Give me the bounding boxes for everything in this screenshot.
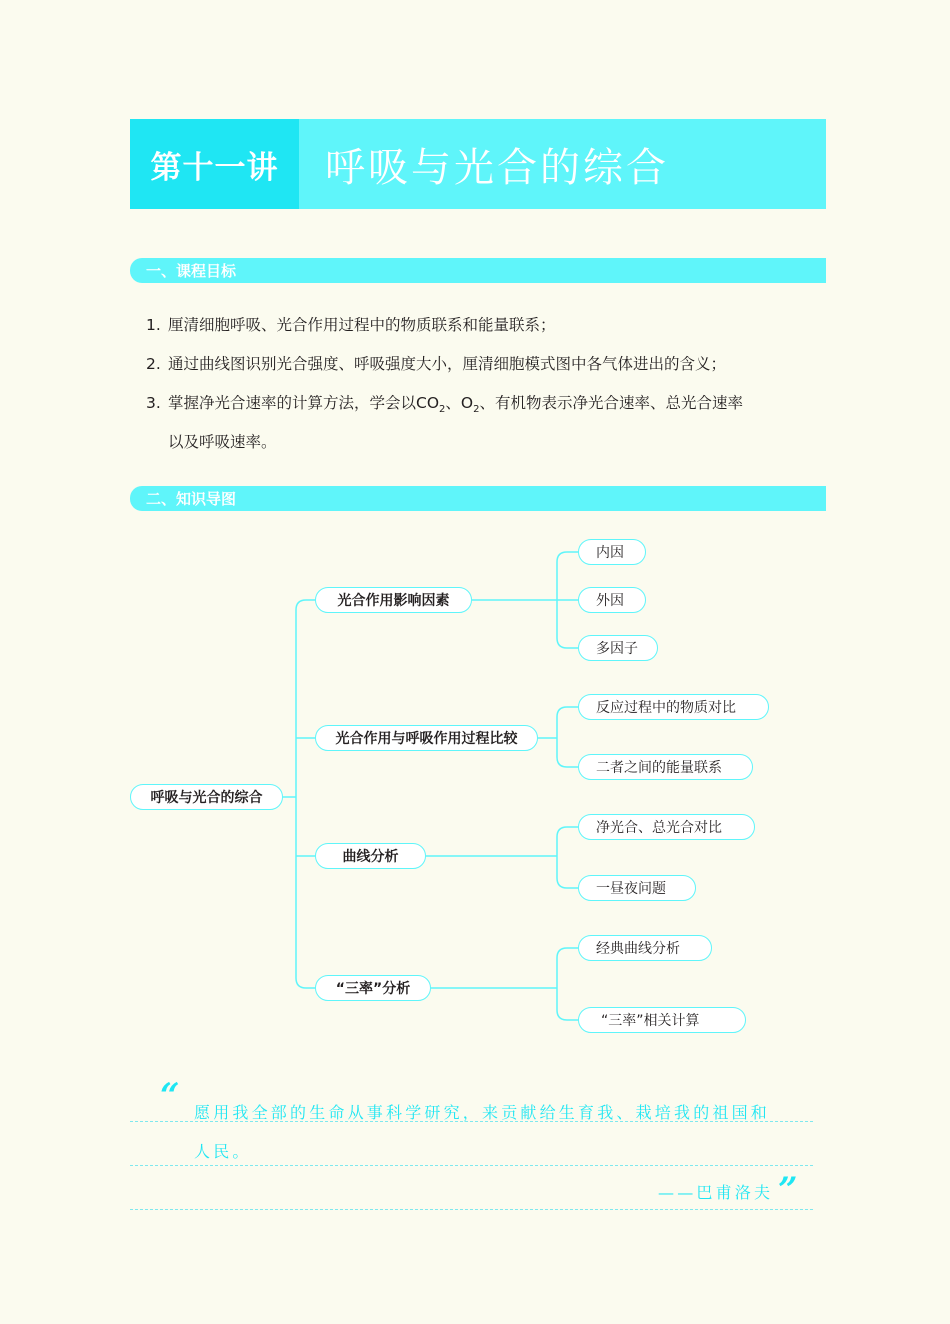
mindmap-leaf: 经典曲线分析 — [578, 935, 712, 961]
mindmap-leaf: 外因 — [578, 587, 646, 613]
goal-item-3 — [146, 391, 743, 415]
dashed-divider — [130, 1165, 813, 1166]
goal-text-pre: 掌握净光合速率的计算方法，学会以CO — [168, 394, 440, 412]
dashed-divider — [130, 1121, 813, 1122]
mindmap-leaf: 净光合、总光合对比 — [578, 814, 755, 840]
section-header-mindmap: 二、知识导图 — [130, 486, 826, 511]
lecture-title-bar — [130, 119, 826, 209]
goal-number: 3. — [146, 394, 161, 412]
mindmap-leaf: 二者之间的能量联系 — [578, 754, 753, 780]
dashed-divider — [130, 1209, 813, 1210]
mindmap-branch-three-rates: “三率”分析 — [315, 975, 431, 1001]
mindmap-leaf: 内因 — [578, 539, 646, 565]
quote-line-2: 人民。 — [194, 1142, 252, 1161]
goal-text-post: 、有机物表示净光合速率、总光合速率 — [479, 394, 743, 412]
goal-text-mid: 、O — [445, 394, 474, 412]
mindmap-leaf: 多因子 — [578, 635, 658, 661]
open-quote-mark: “ — [160, 1076, 180, 1116]
close-quote-mark: ” — [778, 1170, 798, 1210]
mindmap-connectors — [0, 520, 950, 1040]
mindmap-branch-comparison: 光合作用与呼吸作用过程比较 — [315, 725, 538, 751]
goal-item-1 — [146, 313, 556, 335]
lecture-number: 第十一讲 — [130, 119, 299, 209]
mindmap-leaf: 反应过程中的物质对比 — [578, 694, 769, 720]
quote-author: ——巴甫洛夫 — [658, 1183, 774, 1202]
goal-subscript: 2 — [439, 404, 446, 416]
goal-item-3-continued: 以及呼吸速率。 — [168, 433, 277, 451]
goal-number: 2. — [146, 355, 161, 373]
goal-text: 通过曲线图识别光合强度、呼吸强度大小，厘清细胞模式图中各气体进出的含义； — [168, 355, 727, 373]
mindmap-leaf: 一昼夜问题 — [578, 875, 696, 901]
goal-item-2 — [146, 352, 726, 374]
mindmap-branch-factors: 光合作用影响因素 — [315, 587, 472, 613]
section-header-goals: 一、课程目标 — [130, 258, 826, 283]
mindmap-leaf: “三率”相关计算 — [578, 1007, 746, 1033]
mindmap-root: 呼吸与光合的综合 — [130, 784, 283, 810]
goal-number: 1. — [146, 316, 161, 334]
page-title: 呼吸与光合的综合 — [325, 144, 669, 191]
quote-line-1: 愿用我全部的生命从事科学研究，来贡献给生育我、栽培我的祖国和 — [194, 1103, 771, 1122]
mindmap-branch-curve: 曲线分析 — [315, 843, 426, 869]
goal-text: 厘清细胞呼吸、光合作用过程中的物质联系和能量联系； — [168, 316, 556, 334]
goal-subscript: 2 — [473, 404, 480, 416]
